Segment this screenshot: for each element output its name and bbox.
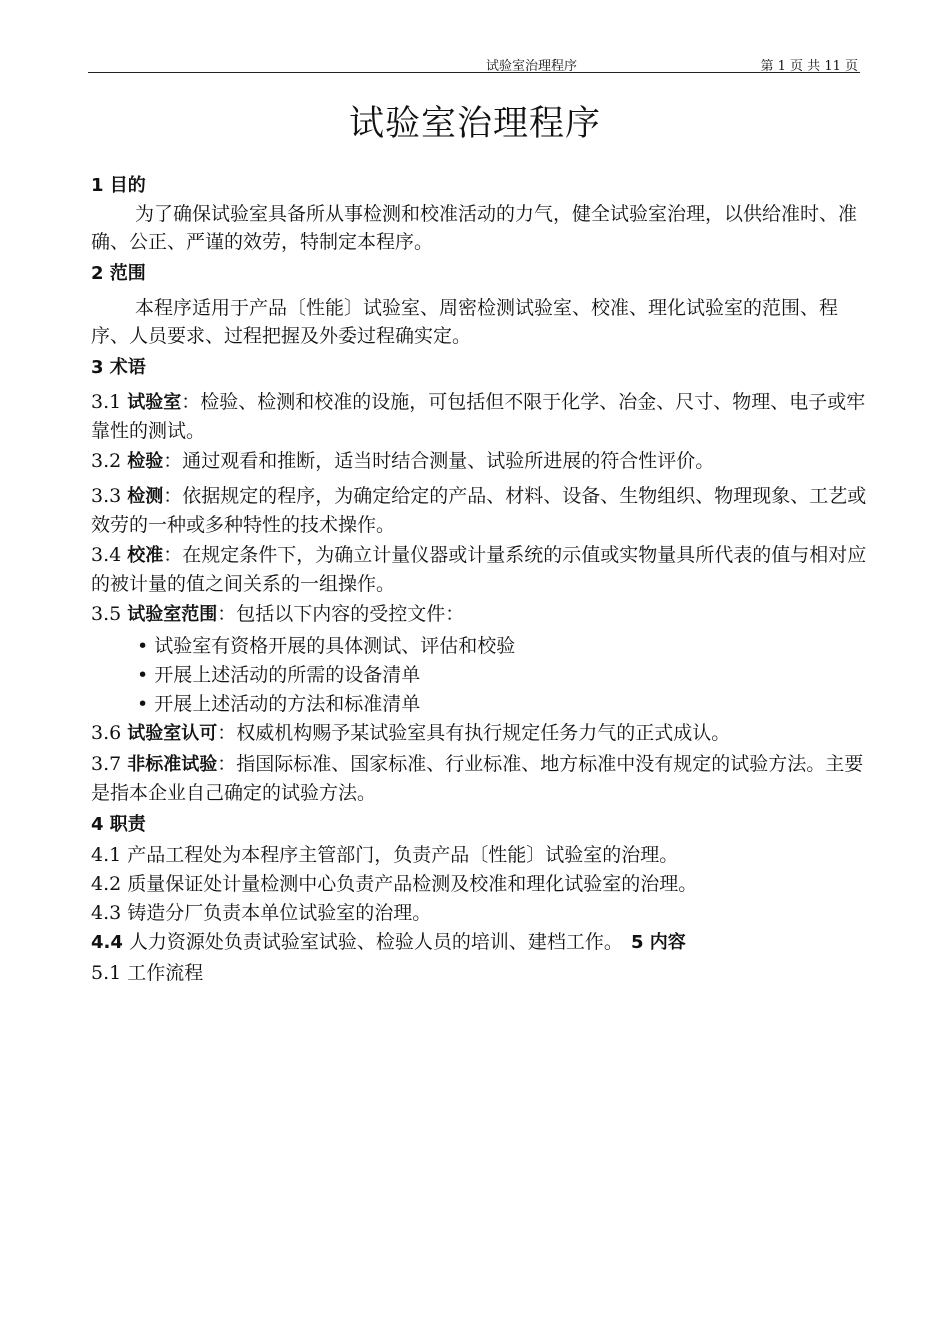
section-heading-purpose: 1 目的 (91, 175, 146, 196)
term-nonstandard-test (91, 750, 869, 807)
term-number: 3.5 (91, 603, 128, 625)
section-heading-terms: 3 术语 (91, 357, 146, 378)
term-name: 检测 (127, 486, 164, 507)
term-name: 试验室 (127, 392, 182, 413)
term-definition: ：依据规定的程序，为确定给定的产品、材料、设备、生物组织、物理现象、工艺或效劳的一种或多种特性的技术操作。 (91, 485, 867, 536)
document-title: 试验室治理程序 (348, 104, 601, 144)
duty-number: 4.4 (91, 932, 123, 953)
term-number: 3.4 (91, 544, 128, 566)
term-laboratory (91, 388, 869, 445)
duty-text: 人力资源处负责试验室试验、检验人员的培训、建档工作。 (122, 931, 623, 953)
section-heading-content: 5 内容 (630, 932, 686, 953)
scope-bullet-item: • 开展上述活动的方法和标准清单 (137, 693, 421, 715)
term-definition: ：通过观看和推断，适当时结合测量、试验所进展的符合性评价。 (163, 450, 715, 472)
term-inspection (91, 447, 869, 476)
document-body (91, 172, 869, 987)
purpose-paragraph: 为了确保试验室具备所从事检测和校准活动的力气，健全试验室治理，以供给准时、准确、公正、严谨的效劳，特制定本程序。 (91, 203, 858, 253)
duty-item (91, 928, 691, 957)
term-number: 3.1 (91, 391, 128, 413)
term-number: 3.2 (91, 450, 128, 472)
duty-item: 4.3 铸造分厂负责本单位试验室的治理。 (91, 902, 432, 924)
term-name: 试验室认可 (127, 723, 218, 744)
term-definition: ：权威机构赐予某试验室具有执行规定任务力气的正式成认。 (217, 722, 731, 744)
header-page-info: 第 1 页 共 11 页 (760, 59, 858, 74)
term-laboratory-scope (91, 600, 869, 629)
term-number: 3.3 (91, 485, 128, 507)
page-header (88, 54, 860, 73)
section-heading-scope: 2 范围 (91, 263, 146, 284)
term-calibration (91, 541, 869, 598)
term-laboratory-accreditation (91, 719, 869, 748)
term-testing (91, 482, 869, 539)
term-name: 试验室范围 (127, 604, 218, 625)
content-item-workflow: 5.1 工作流程 (91, 962, 204, 984)
scope-bullet-item: • 开展上述活动的所需的设备清单 (137, 664, 421, 686)
term-name: 非标准试验 (127, 754, 218, 775)
header-doc-title: 试验室治理程序 (486, 59, 578, 74)
duty-item: 4.1 产品工程处为本程序主管部门，负责产品〔性能〕试验室的治理。 (91, 844, 679, 866)
term-definition: ：在规定条件下，为确立计量仪器或计量系统的示值或实物量具所代表的值与相对应的被计量的值之间关系的一组操作。 (91, 544, 867, 595)
scope-bullet-item: • 试验室有资格开展的具体测试、评估和校验 (137, 635, 516, 657)
scope-paragraph: 本程序适用于产品〔性能〕试验室、周密检测试验室、校准、理化试验室的范围、程序、人员要求、过程把握及外委过程确实定。 (91, 297, 839, 347)
term-number: 3.6 (91, 722, 128, 744)
section-heading-duties: 4 职责 (91, 814, 146, 835)
term-name: 校准 (127, 545, 164, 566)
term-definition: ：包括以下内容的受控文件： (217, 603, 465, 625)
term-name: 检验 (127, 451, 164, 472)
term-number: 3.7 (91, 753, 128, 775)
term-definition: ：指国际标准、国家标准、行业标准、地方标准中没有规定的试验方法。主要是指本企业自己确定的试验方法。 (91, 753, 864, 804)
term-definition: ：检验、检测和校准的设施，可包括但不限于化学、冶金、尺寸、物理、电子或牢靠性的测试。 (91, 391, 866, 442)
duty-item: 4.2 质量保证处计量检测中心负责产品检测及校准和理化试验室的治理。 (91, 873, 698, 895)
